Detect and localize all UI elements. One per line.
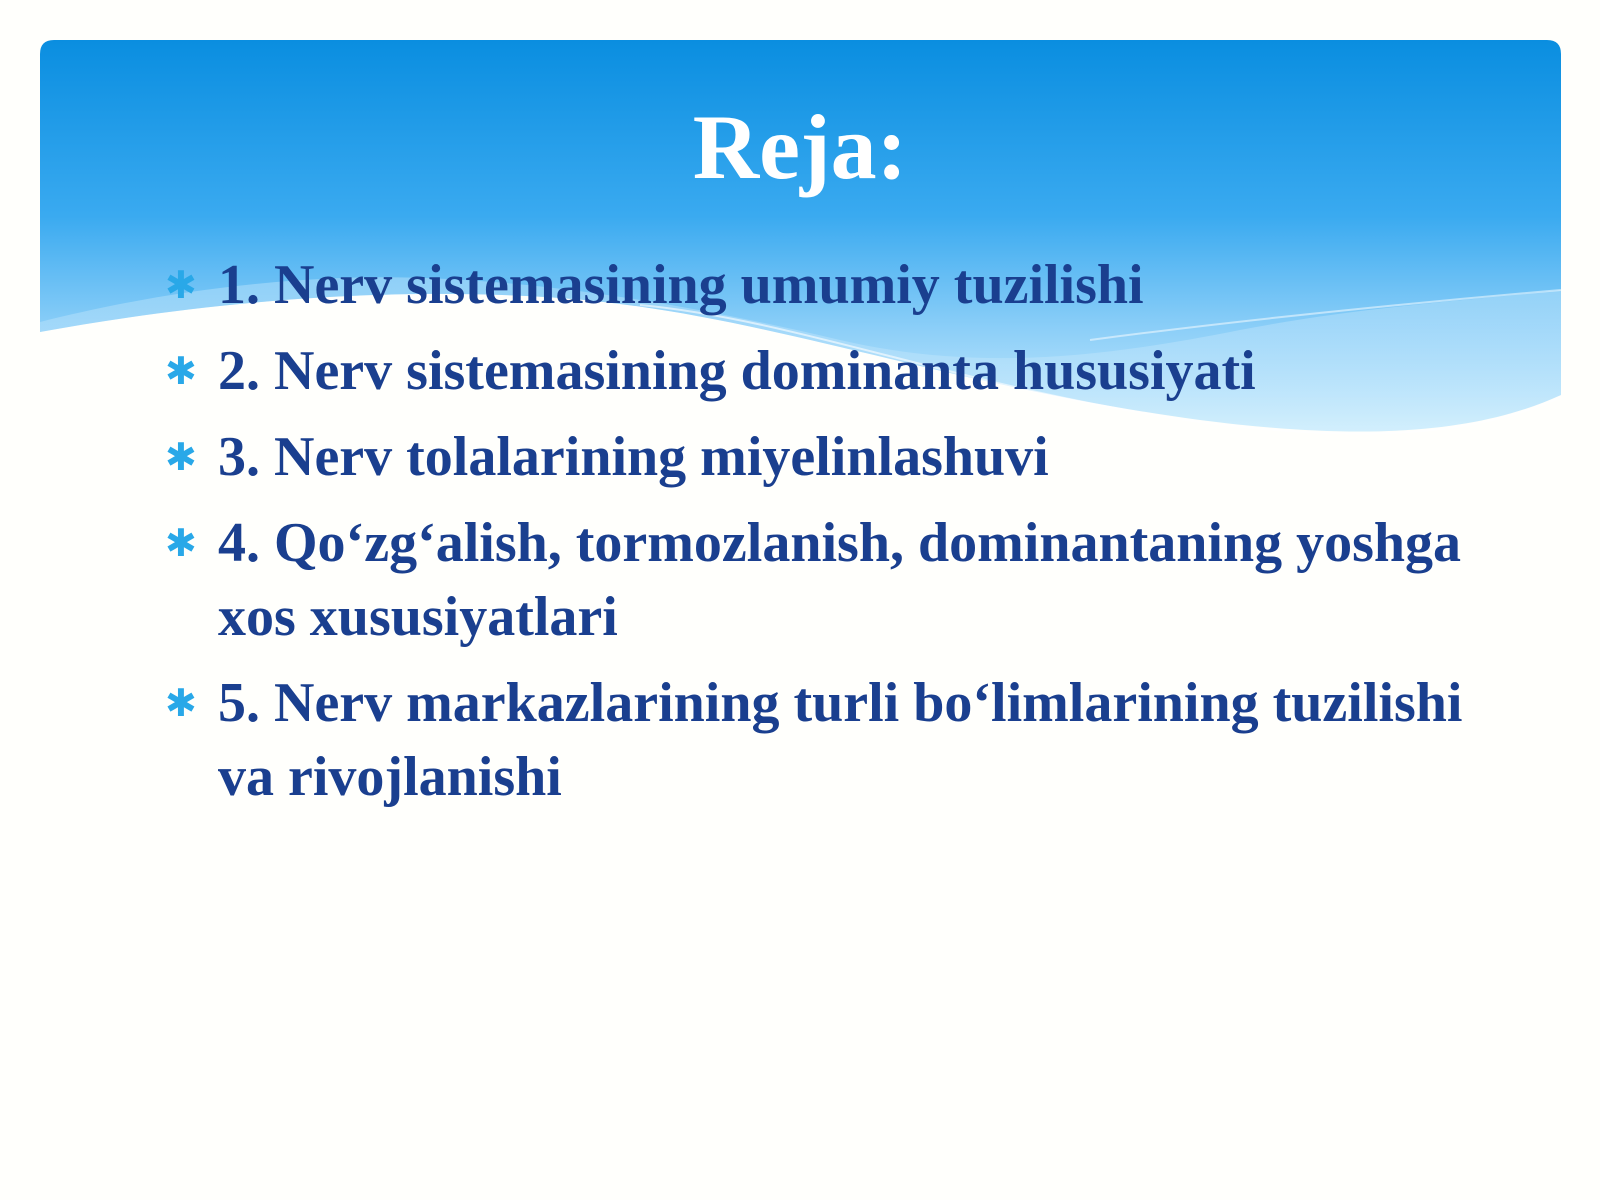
agenda-item-4 bbox=[165, 506, 1465, 654]
asterisk-icon: ✱ bbox=[165, 263, 197, 307]
agenda-list bbox=[165, 248, 1465, 826]
agenda-item-text: 3. Nerv tolalarining miyelinlashuvi bbox=[218, 426, 1049, 488]
agenda-item-text: 5. Nerv markazlarining turli bo‘limlarining tuzilishi va rivojlanishi bbox=[218, 672, 1463, 808]
asterisk-icon: ✱ bbox=[165, 349, 197, 393]
agenda-item-text: 4. Qo‘zg‘alish, tormozlanish, dominantaning yoshga xos xususiyatlari bbox=[218, 512, 1462, 648]
agenda-item-text: 2. Nerv sistemasining dominanta hususiyati bbox=[218, 340, 1256, 402]
slide-title: Reja: bbox=[692, 96, 908, 198]
asterisk-icon: ✱ bbox=[165, 681, 197, 725]
agenda-item-3 bbox=[165, 420, 1465, 494]
agenda-item-2 bbox=[165, 334, 1465, 408]
agenda-item-5 bbox=[165, 666, 1465, 814]
asterisk-icon: ✱ bbox=[165, 521, 197, 565]
asterisk-icon: ✱ bbox=[165, 435, 197, 479]
agenda-item-1 bbox=[165, 248, 1465, 322]
agenda-item-text: 1. Nerv sistemasining umumiy tuzilishi bbox=[218, 254, 1144, 316]
